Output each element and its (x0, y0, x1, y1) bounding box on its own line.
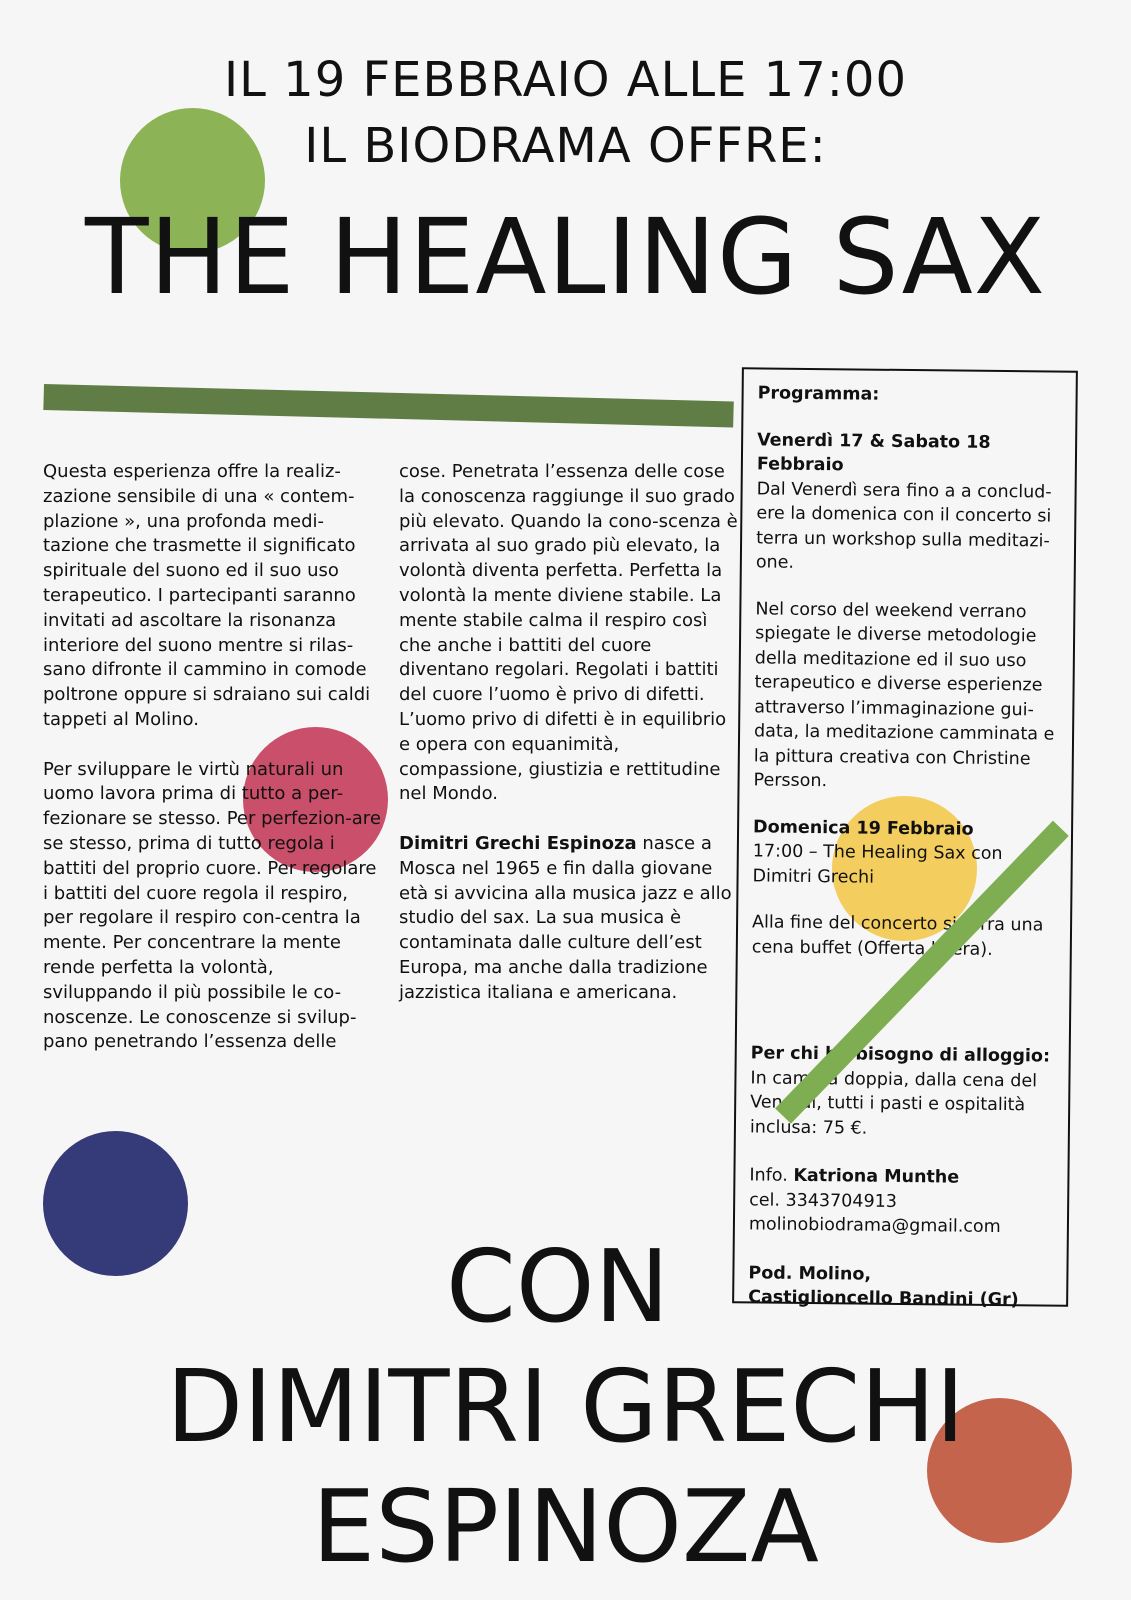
lodging-description: In camera doppia, dalla cena del Venerdì, tutti i pasti e ospitalità inclusa: 75 €. (749, 1067, 1038, 1139)
event-title: THE HEALING SAX (85, 196, 1046, 318)
info-contact (749, 1163, 1055, 1191)
artist-bio-paragraph (399, 832, 739, 1006)
email-address[interactable]: molinobiodrama@gmail.com (748, 1214, 1001, 1238)
info-label: Info. (749, 1165, 794, 1186)
body-column-middle (399, 460, 739, 1030)
program-box (732, 367, 1078, 1311)
sunday-schedule: 17:00 – The Healing Sax con Dimitri Grechi (752, 841, 1003, 888)
event-date-heading: IL 19 FEBBRAIO ALLE 17:00 (224, 52, 907, 108)
body-column-left (43, 460, 383, 1080)
contact-name: Katriona Munthe (793, 1165, 960, 1188)
dark-green-bar-decoration (43, 384, 733, 427)
venue-line-1: Pod. Molino, (748, 1262, 872, 1285)
venue-line-2: Castiglioncello Bandini (Gr) (748, 1287, 1019, 1311)
lodging-heading: Per chi ha bisogno di alloggio: (750, 1043, 1051, 1067)
phone-number[interactable]: cel. 3343704913 (749, 1189, 898, 1212)
weekend-details: Nel corso del weekend verrano spiegate le diverse metodologie della meditazione ed il suo uso terapeutico e diverse esperienze attraverso l’immaginazione gui-data, la meditazione camminata e la pittura creativa con Christine Persson. (753, 598, 1055, 792)
footer-artist-name: DIMITRI GRECHI (166, 1348, 965, 1465)
weekend-description: Dal Venerdì sera fino a a conclud-ere la domenica con il concerto si terra un workshop sulla meditazi-one. (755, 478, 1052, 573)
footer-artist-surname: ESPINOZA (312, 1468, 819, 1585)
dinner-note: Alla fine del concerto si terra una cena buffet (Offerta libera). (751, 912, 1044, 960)
intro-paragraph: Questa esperienza offre la realiz-zazione sensibile di una « contem-plazione », una profonda medi-tazione che trasmette il significato spirituale del suono ed il suo uso terapeutico. I partecipanti saranno invitati ad ascoltare la risonanza interiore del suono mentre si rilas-sano difronte il cammino in comode poltrone oppure si sdraiano sui caldi tappeti al Molino. (43, 461, 371, 730)
navy-circle-decoration (43, 1131, 188, 1276)
weekend-heading: Venerdì 17 & Sabato 18 Febbraio (756, 429, 991, 476)
footer-con: CON (446, 1228, 670, 1345)
program-title: Programma: (757, 383, 880, 405)
essence-paragraph: cose. Penetrata l’essenza delle cose la conoscenza raggiunge il suo grado più elevato. Quando la cono-scenza è arrivata al suo grado più elevato, la volontà diventa perfetta. Perfetta la volontà la mente diviene stabile. La mente stabile calma il respiro così che anche i battiti del cuore diventano regolari. Regolati i battiti del cuore l’uomo è privo di difetti. L’uomo privo di difetti è in equilibrio e opera con equanimità, compassione, giustizia e rettitudine nel Mondo. (399, 461, 738, 805)
sunday-heading: Domenica 19 Febbraio (752, 816, 974, 840)
presenter-heading: IL BIODRAMA OFFRE: (304, 118, 827, 174)
artist-bio-text: nasce a Mosca nel 1965 e fin dalla giovane età si avvicina alla musica jazz e allo studio del sax. La sua musica è contaminata dalle culture dell’est Europa, ma anche dalla tradizione jazzistica italiana e americana. (399, 832, 732, 1003)
virtues-paragraph: Per sviluppare le virtù naturali un uomo lavora prima di tutto a per-fezionare se stesso. Per perfezion-are se stesso, prima di tutto regola i battiti del proprio cuore. Per regolare i battiti del cuore regola il respiro, per regolare il respiro con-centra la mente. Per concentrare la mente rende perfetta la volontà, sviluppando il più possibile le co-noscenze. Le conoscenze si svilup-pano penetrando l’essenza delle (43, 758, 381, 1053)
artist-name: Dimitri Grechi Espinoza (399, 832, 637, 854)
